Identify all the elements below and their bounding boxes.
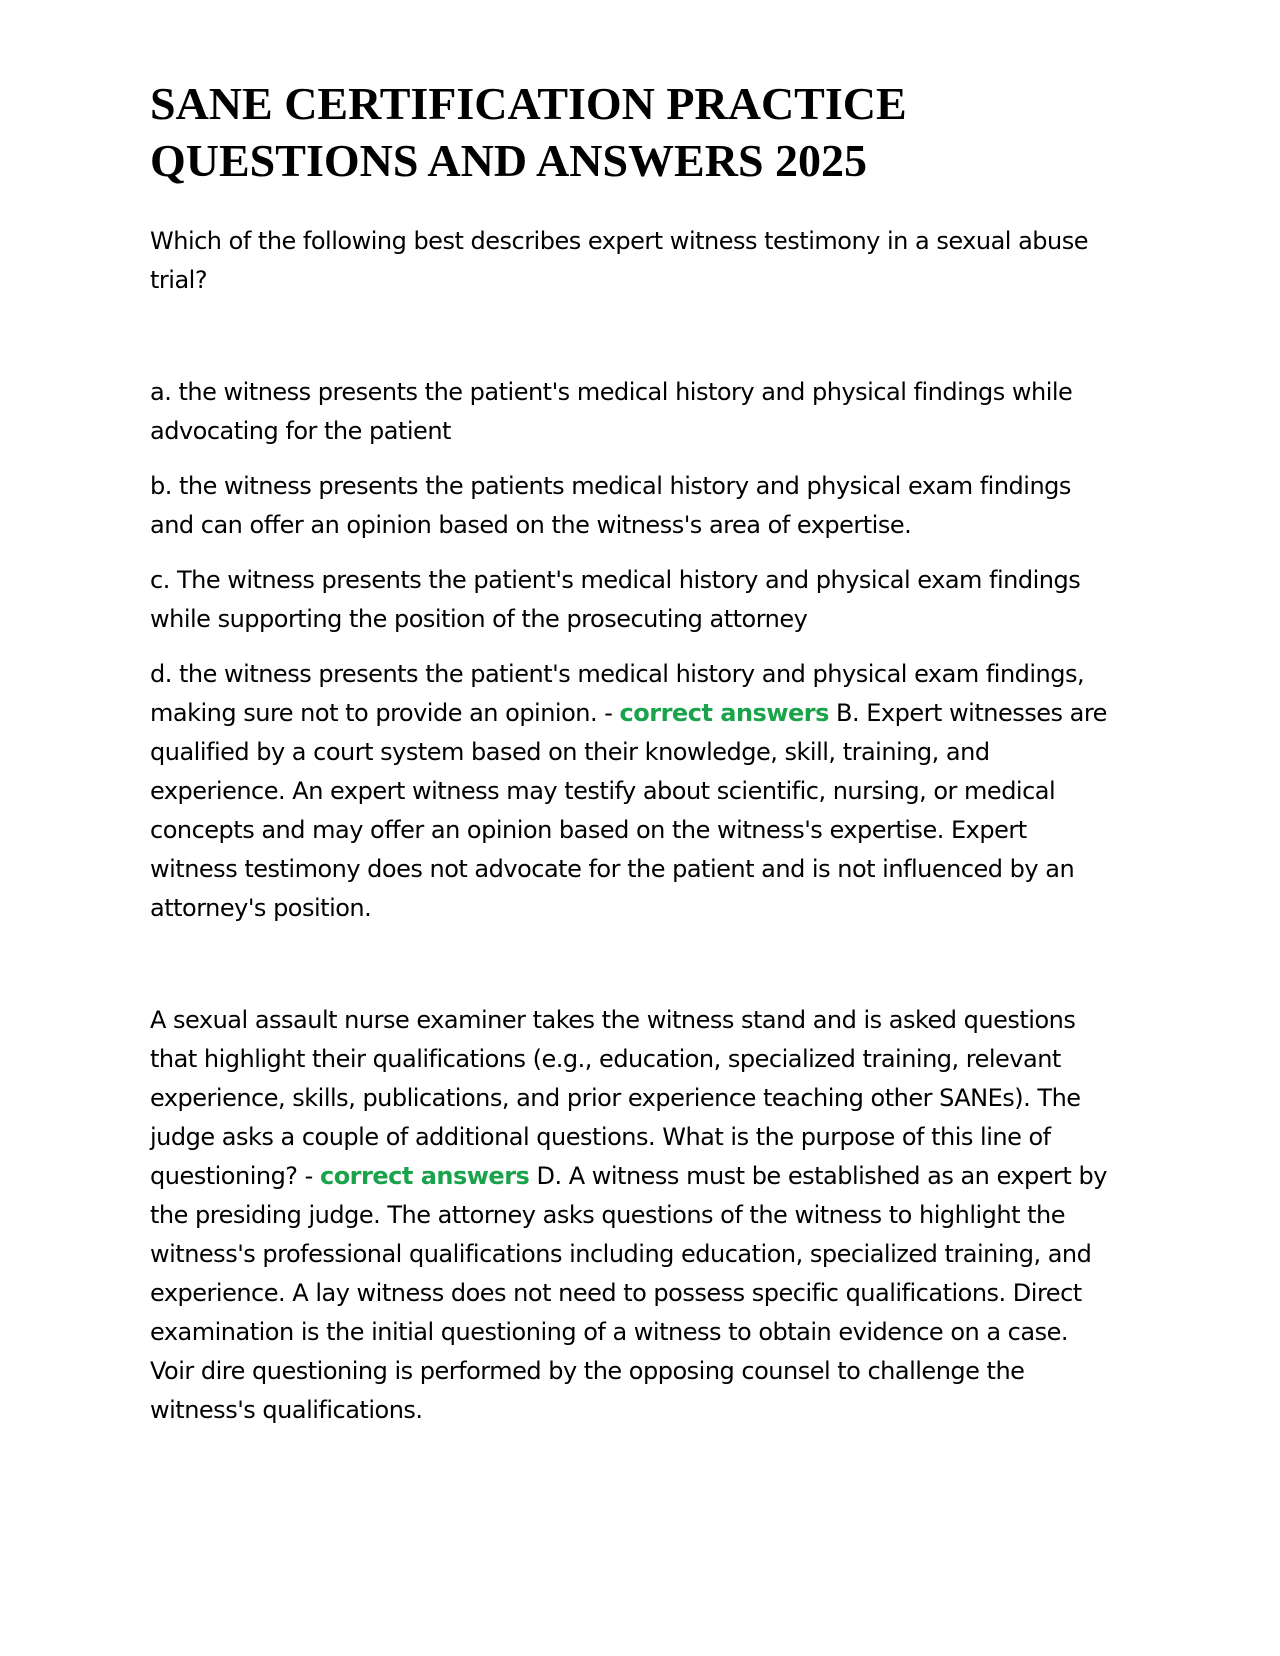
question-1-option-c: c. The witness presents the patient's medical history and physical exam findings while supporting the position of the prosecuting attorney	[150, 566, 1081, 633]
document-content	[150, 75, 1110, 1430]
question-1-option-a: a. the witness presents the patient's medical history and physical findings while advocating for the patient	[150, 378, 1073, 445]
question-1-answer-label: correct answers	[619, 699, 829, 727]
question-2-with-answer	[150, 1001, 1110, 1430]
question-1-answer-explanation: B. Expert witnesses are qualified by a court system based on their knowledge, skill, training, and experience. An expert witness may testify about scientific, nursing, or medical concepts and may offer an opinion based on the witness's expertise. Expert witness testimony does not advocate for the patient and is not influenced by an attorney's position.	[150, 699, 1107, 922]
question-2-answer-label: correct answers	[319, 1162, 530, 1190]
question-1-text: Which of the following best describes expert witness testimony in a sexual abuse trial?	[150, 227, 1089, 294]
question-1-option-d-with-answer	[150, 655, 1110, 928]
title-line-2: QUESTIONS AND ANSWERS 2025	[150, 135, 868, 186]
document-title	[150, 75, 1110, 189]
question-2-answer-explanation: D. A witness must be established as an expert by the presiding judge. The attorney asks questions of the witness to highlight the witness's professional qualifications including education, specialized training, and experience. A lay witness does not need to possess specific qualifications. Direct examination is the initial questioning of a witness to obtain evidence on a case. Voir dire questioning is performed by the opposing counsel to challenge the witness's qualifications.	[150, 1162, 1107, 1424]
question-2-text: A sexual assault nurse examiner takes the witness stand and is asked questions that highlight their qualifications (e.g., education, specialized training, relevant experience, skills, publications, and prior experience teaching other SANEs). The judge asks a couple of additional questions. What is the purpose of this line of questioning? -	[150, 1006, 1081, 1190]
question-1-option-b: b. the witness presents the patients medical history and physical exam findings and can offer an opinion based on the witness's area of expertise.	[150, 472, 1071, 539]
title-line-1: SANE CERTIFICATION PRACTICE	[150, 78, 907, 129]
question-1-option-d: d. the witness presents the patient's medical history and physical exam findings, making sure not to provide an opinion. -	[150, 660, 1085, 727]
